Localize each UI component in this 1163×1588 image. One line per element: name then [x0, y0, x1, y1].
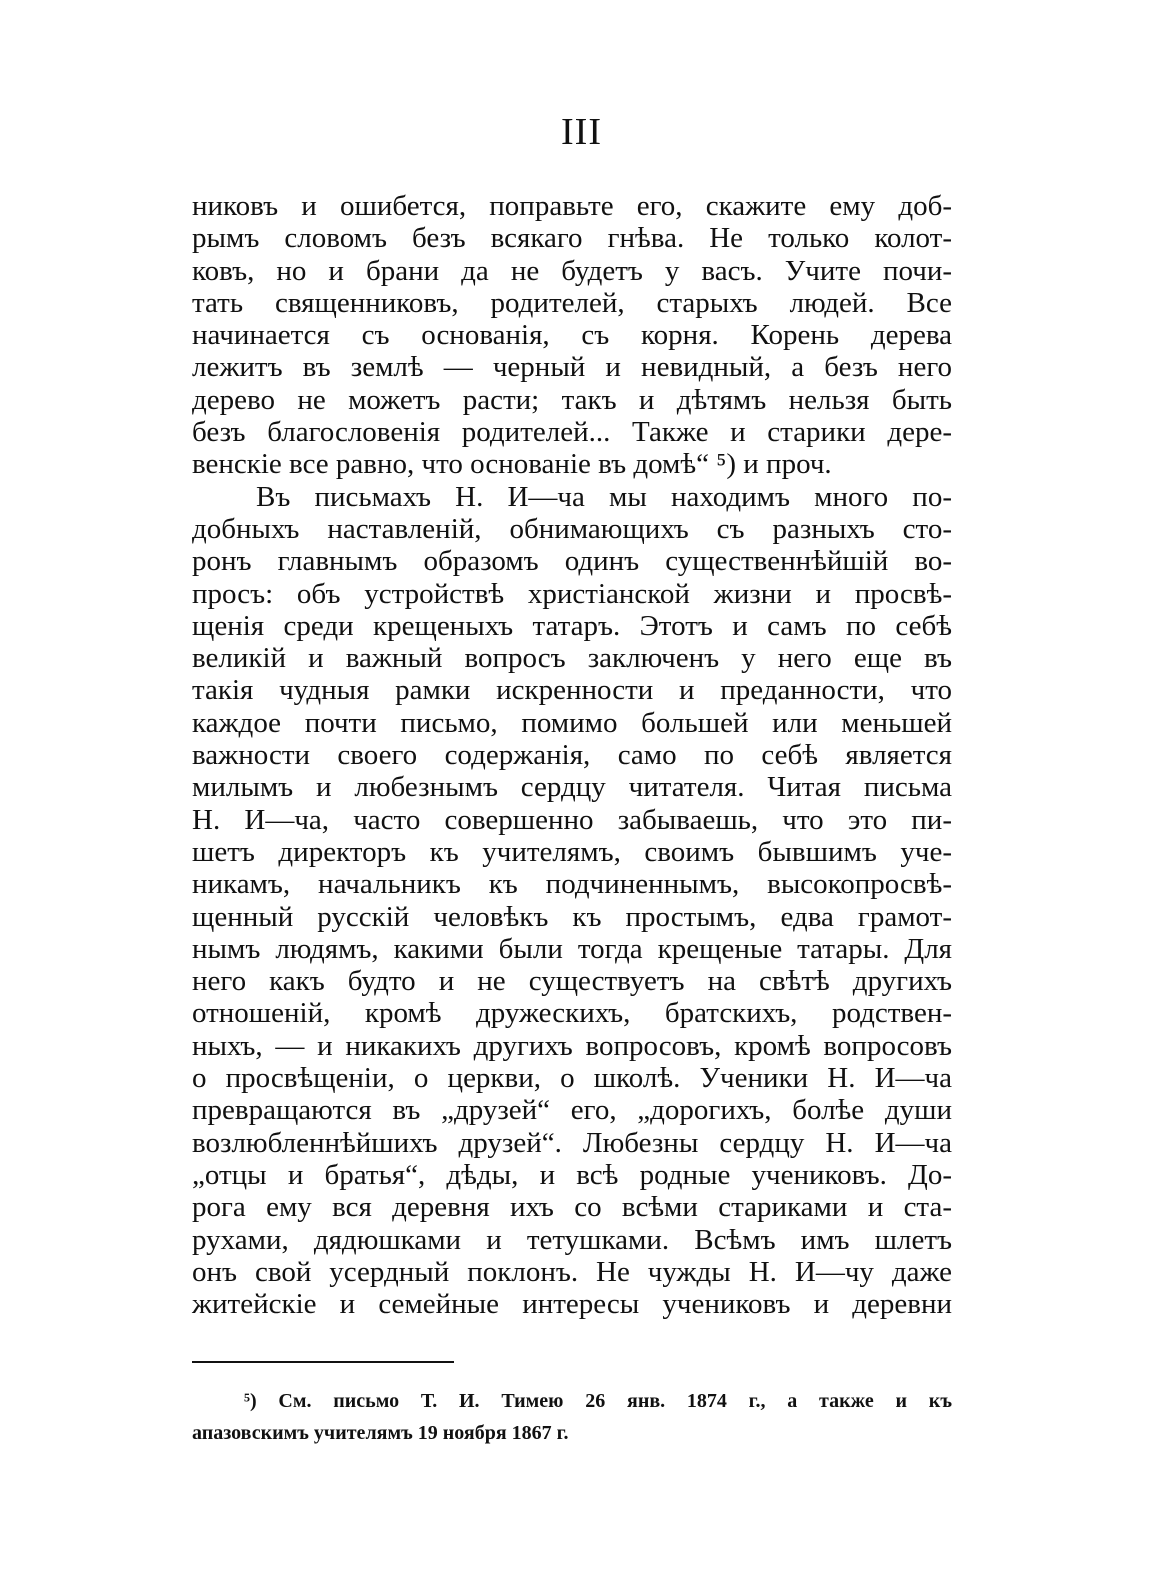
text-line: о просвѣщеніи, о церкви, о школѣ. Ученики Н. И—ча — [192, 1062, 952, 1095]
text-line: Н. И—ча, часто совершенно забываешь, что это пи- — [192, 803, 952, 836]
text-line: такія чудныя рамки искренности и преданности, что — [192, 674, 952, 707]
main-text — [192, 190, 952, 1320]
text-line: щенія среди крещеныхъ татаръ. Этотъ и самъ по себѣ — [192, 609, 952, 642]
text-line: рымъ словомъ безъ всякаго гнѣва. Не только колот- — [192, 222, 952, 255]
footnote-line: апазовскимъ учителямъ 19 ноября 1867 г. — [192, 1422, 569, 1444]
text-line: шетъ директоръ къ учителямъ, своимъ бывшимъ уче- — [192, 835, 952, 868]
text-line: него какъ будто и не существуетъ на свѣтѣ другихъ — [192, 965, 952, 998]
text-line: венскіе все равно, что основаніе въ домѣ“ ⁵) и проч. — [192, 448, 832, 481]
text-line: ковъ, но и брани да не будетъ у васъ. Учите почи- — [192, 254, 952, 287]
text-line: тать священниковъ, родителей, старыхъ людей. Все — [192, 286, 952, 319]
text-line: возлюбленнѣйшихъ друзей“. Любезны сердцу Н. И—ча — [192, 1126, 952, 1159]
footnote — [192, 1385, 952, 1449]
text-line: рухами, дядюшками и тетушками. Всѣмъ имъ шлетъ — [192, 1223, 952, 1256]
text-line: ныхъ, — и никакихъ другихъ вопросовъ, кромѣ вопросовъ — [192, 1029, 952, 1062]
text-line: просъ: объ устройствѣ христіанской жизни и просвѣ- — [192, 577, 952, 610]
text-line: великій и важный вопросъ заключенъ у него еще въ — [192, 642, 952, 675]
text-line: ронъ главнымъ образомъ одинъ существеннѣйшій во- — [192, 545, 952, 578]
text-line: добныхъ наставленій, обнимающихъ съ разныхъ сто- — [192, 512, 952, 545]
text-line: лежитъ въ землѣ — черный и невидный, а безъ него — [192, 351, 952, 384]
text-line: щенный русскій человѣкъ къ простымъ, едва грамот- — [192, 900, 952, 933]
footnote-divider — [192, 1361, 454, 1363]
text-line: онъ свой усердный поклонъ. Не чужды Н. И—чу даже — [192, 1255, 952, 1288]
footnote-line: ⁵) См. письмо Т. И. Тимею 26 янв. 1874 г., а также и къ — [244, 1390, 952, 1412]
text-line: дерево не можетъ расти; такъ и дѣтямъ нельзя быть — [192, 383, 952, 416]
text-line: отношеній, кромѣ дружескихъ, братскихъ, родствен- — [192, 997, 952, 1030]
text-line: житейскіе и семейные интересы учениковъ и деревни — [192, 1288, 952, 1321]
text-line: каждое почти письмо, помимо большей или меньшей — [192, 706, 952, 739]
text-line: никамъ, начальникъ къ подчиненнымъ, высокопросвѣ- — [192, 868, 952, 901]
text-line: начинается съ основанія, съ корня. Корень дерева — [192, 319, 952, 352]
text-line: безъ благословенія родителей... Также и старики дере- — [192, 416, 952, 449]
text-line: превращаются въ „друзей“ его, „дорогихъ, болѣе души — [192, 1094, 952, 1127]
text-line: Въ письмахъ Н. И—ча мы находимъ много по- — [256, 480, 952, 513]
text-line: „отцы и братья“, дѣды, и всѣ родные учениковъ. До- — [192, 1158, 952, 1191]
text-line: нымъ людямъ, какими были тогда крещеные татары. Для — [192, 932, 952, 965]
page-number: III — [561, 111, 602, 153]
text-line: никовъ и ошибется, поправьте его, скажите ему доб- — [192, 190, 952, 222]
text-line: милымъ и любезнымъ сердцу читателя. Читая письма — [192, 771, 952, 804]
text-line: рога ему вся деревня ихъ со всѣми стариками и ста- — [192, 1191, 952, 1224]
text-line: важности своего содержанія, само по себѣ является — [192, 739, 952, 772]
